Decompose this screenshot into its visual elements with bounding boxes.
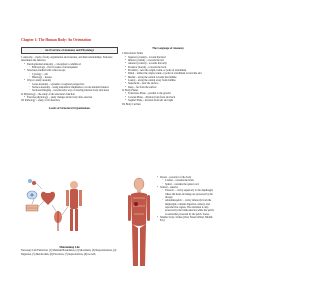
- cell-icon: [27, 191, 37, 199]
- body-cavity-item: ▪ Smaller body cavities (Oral, Nasal Orbital, Middle Ear): [154, 216, 214, 223]
- anatomy-overview-item: ◦ Gross Anatomy – systemic or regional perspective: [21, 83, 118, 86]
- anatomy-language-item: ▪ Posterior (dorsal) – towards the back: [122, 66, 214, 69]
- anatomy-overview-item: ▪ Developmental Anatomy – conception to adulthood: [21, 63, 118, 66]
- anatomy-overview-item: ▪ Structures studied with a microscope: [21, 69, 118, 72]
- left-column-heading: An Overview of Anatomy and Physiology: [21, 47, 118, 54]
- body-cavity-item: ◦ Abdominopelvic – cavity inferiorly from the diaphragm; contains digestive, urinary, and reproductive organs. The abdomen is only protected by the trunk muscles while the pelvis is somewhat protected by the pelvic bones.: [154, 199, 214, 216]
- anatomy-overview-item: ◦ Surface Anatomy – using anatomical landmarks to locate internal features: [21, 86, 118, 89]
- body-cavities-list-container: [154, 176, 214, 223]
- atom-icon: [28, 179, 36, 185]
- anatomy-overview-list: [21, 56, 118, 103]
- organ-system-icon: [54, 211, 62, 231]
- anatomy-language-item: ▪ Inferior (caudal) – towards the tail: [122, 59, 214, 62]
- anatomy-language-item: ▪ Coronal Plane – division from front and back: [122, 96, 214, 99]
- anatomy-overview-item: ◦ Embryology – first 8 weeks of development: [21, 66, 118, 69]
- organ-icon: [41, 192, 55, 205]
- anatomy-overview-item: ◦ Histology – tissues: [21, 76, 118, 79]
- levels-heading: Levels of Structural Organizations: [48, 106, 91, 110]
- anatomy-overview-item: III. Pathology – study of all disorders: [21, 99, 60, 103]
- tissue-icon: [26, 205, 38, 211]
- anatomy-language-item: ▪ Medial – along the central towards the midline: [122, 76, 214, 79]
- organization-levels-figure: [22, 175, 86, 243]
- right-column-heading: The Language of Anatomy: [152, 47, 184, 50]
- body-cavity-item: ◦ Spinal – contains the spinal cord: [154, 183, 214, 186]
- anatomy-language-item: ▪ Distal – farther the origin, trunk, or point of attachment toward the end: [122, 72, 214, 75]
- body-cavities-list: [154, 176, 214, 223]
- anatomy-language-item: II. Body Planes: [122, 89, 139, 93]
- anatomy-language-item: ▪ Lateral – along the central away from midline: [122, 79, 214, 82]
- maintaining-life-heading: Maintaining Life: [59, 246, 80, 249]
- right-column: [122, 47, 214, 106]
- anatomy-language-list: [122, 52, 214, 106]
- anatomy-overview-item: II. Physiology – the study of the structure's function: [21, 92, 75, 96]
- anatomy-overview-item: ▪ Ways to study anatomy: [21, 79, 118, 82]
- body-cavity-item: ▪ Ventral – anterior: [154, 186, 214, 189]
- chapter-title: Chapter 1: The Human Body: An Orientation: [21, 38, 92, 42]
- anatomy-language-item: ▪ Transverse Plane – parallel to the ground: [122, 92, 214, 95]
- human-body-icon: [128, 178, 150, 266]
- anatomy-language-item: ▪ Proximal – near the origin, trunk, or point of attachment: [122, 69, 214, 72]
- anatomy-language-item: III. Body Cavities: [122, 102, 141, 106]
- anatomy-overview-item: ◦ Cytology – cell: [21, 73, 118, 76]
- body-cavity-item: ◦ Thoracic – cavity superiorly to the diaphragm; where the heart and lungs are protected by the ribcage: [154, 189, 214, 199]
- left-column: [21, 47, 118, 110]
- anatomy-overview-item: ◦ Sectional Imaging – non-invasive way of viewing internal body structures: [21, 89, 118, 92]
- anatomy-language-item: ▪ Superficial – near the surface: [122, 82, 214, 85]
- anatomy-language-item: ▪ Sagittal Plane – division from left and right: [122, 99, 214, 102]
- maintaining-life-section: [21, 246, 118, 256]
- anatomy-language-item: ▪ Deep – far from the surface: [122, 86, 214, 89]
- anatomy-overview-item: I. Anatomy – study of body organization and structure, and their relationships. Structure determines the function: [21, 55, 113, 63]
- anatomy-language-item: I. Directional Terms: [122, 52, 143, 56]
- body-cavity-item: ▪ Dorsal – posterior of the body: [154, 176, 214, 179]
- maintaining-life-text: Necessary Life Functions: (1) Maintain Boundaries, (2) Movement, (3) Responsiveness, (4) Digestion, (5) Metabolism, (6) Excretion, (7) Reproduction, (8) Growth: [21, 249, 117, 256]
- body-cavities-figure: [126, 176, 152, 270]
- anatomy-language-item: ▪ Anterior (ventral) – towards the belly: [122, 62, 214, 65]
- body-cavity-item: ◦ Cranial – contains the brain: [154, 179, 214, 182]
- anatomy-language-item: ▪ Superior (cranial) – toward the head: [122, 56, 214, 59]
- anatomy-overview-item: ▪ Exercise physiology – study changes in the body after exercise: [21, 96, 118, 99]
